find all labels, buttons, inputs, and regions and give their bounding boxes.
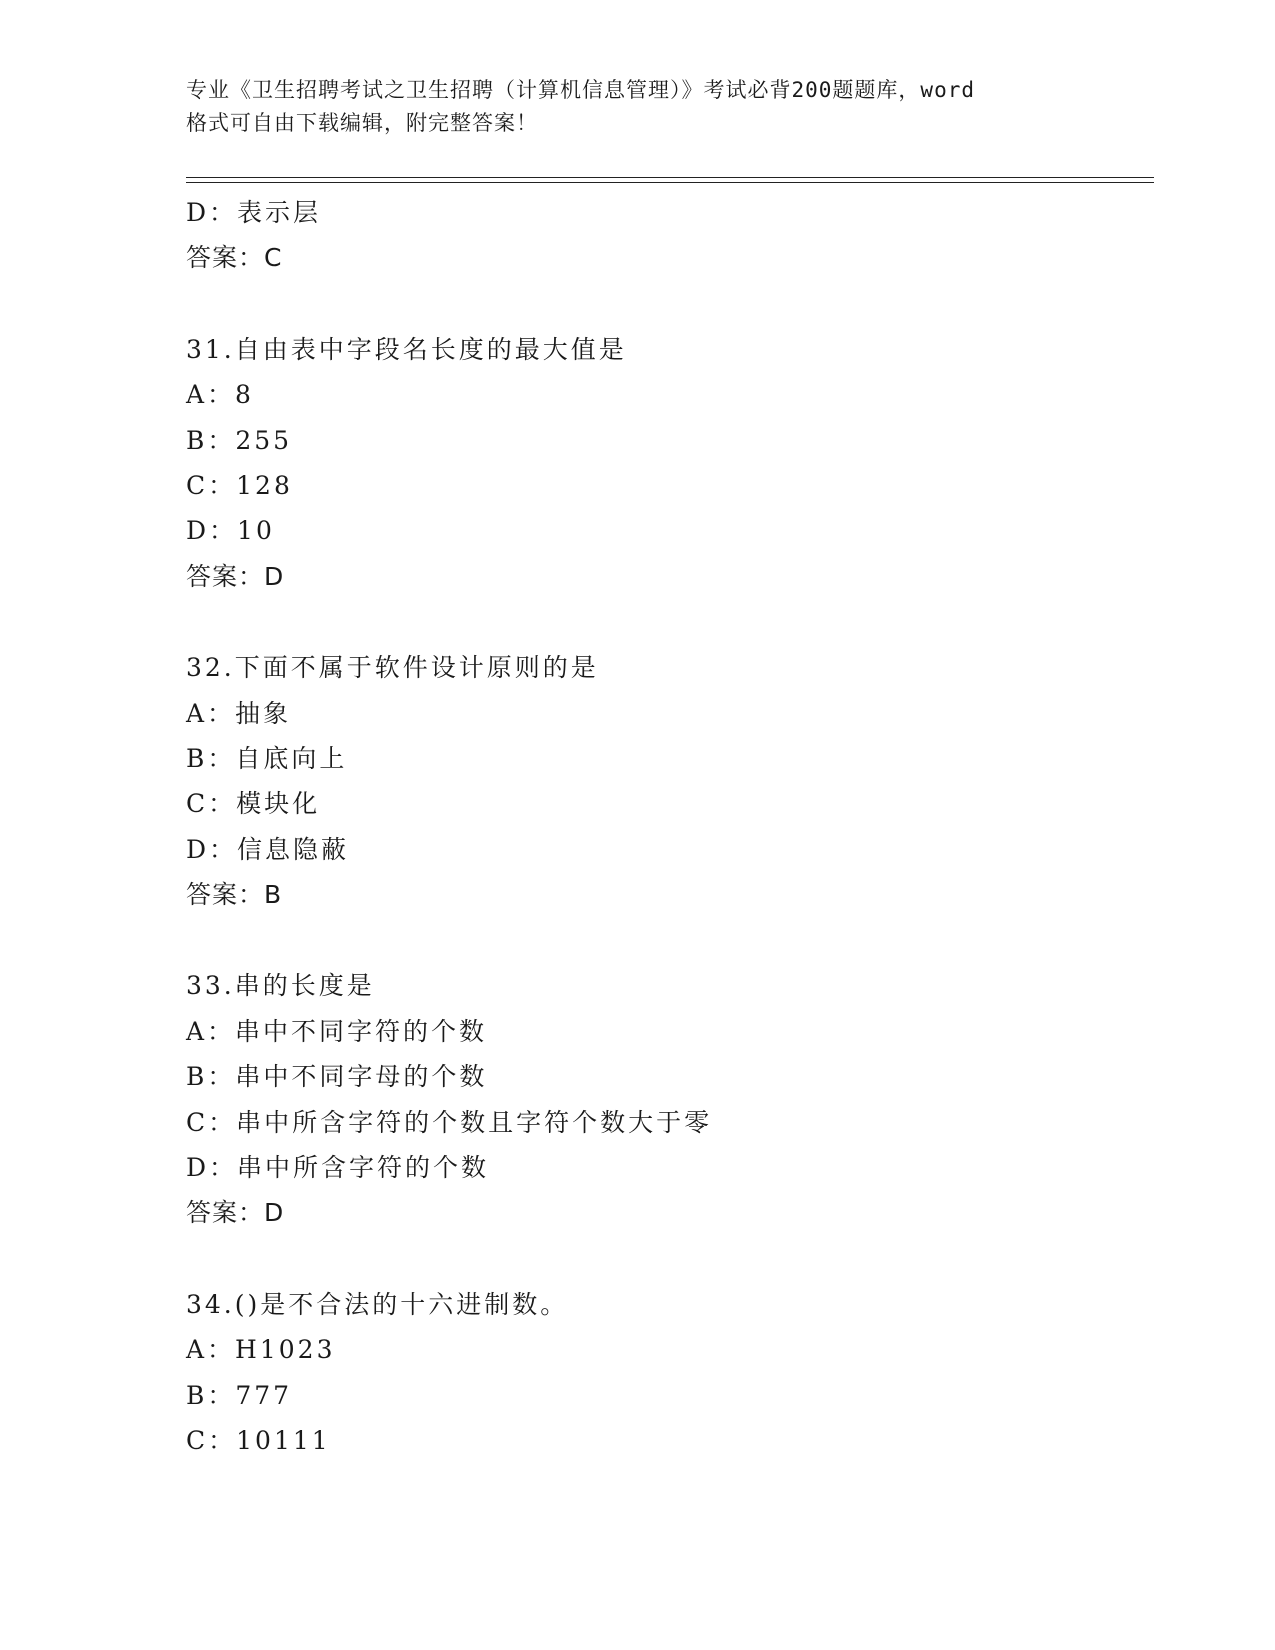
spacer [186,281,1136,327]
header-divider-bottom [186,182,1154,183]
question-stem: 33.串的长度是 [186,971,375,1001]
option-c: C：模块化 [186,789,321,819]
document-header [186,74,1096,140]
spacer [186,917,1136,963]
option-b: B：自底向上 [186,743,348,773]
option-a: A：8 [186,380,254,410]
spacer [186,599,1136,645]
header-line-2: 格式可自由下载编辑，附完整答案！ [186,111,538,135]
option-a: A：串中不同字符的个数 [186,1016,488,1046]
question-stem: 31.自由表中字段名长度的最大值是 [186,334,627,364]
answer: 答案：D [186,561,285,591]
option-d: D：串中所含字符的个数 [186,1153,490,1183]
question-stem: 32.下面不属于软件设计原则的是 [186,653,599,683]
question-stem: 34.()是不合法的十六进制数。 [186,1289,569,1319]
option-a: A：H1023 [186,1335,336,1365]
option-b: B：777 [186,1380,293,1410]
option-a: A：抽象 [186,698,292,728]
option-c: C：10111 [186,1425,331,1455]
option-b: B：串中不同字母的个数 [186,1062,488,1092]
header-divider-top [186,177,1154,178]
option-c: C：128 [186,470,293,500]
answer: 答案：D [186,1198,285,1228]
option-b: B：255 [186,425,293,455]
answer: 答案：C [186,243,283,273]
option-d: D：10 [186,516,275,546]
answer: 答案：B [186,880,283,910]
option-d: D：表示层 [186,198,322,227]
question-list [186,190,1136,1463]
header-line-1: 专业《卫生招聘考试之卫生招聘（计算机信息管理）》考试必背200题题库，word [186,78,975,102]
spacer [186,1236,1136,1282]
option-d: D：信息隐蔽 [186,834,350,864]
option-c: C：串中所含字符的个数且字符个数大于零 [186,1107,713,1137]
